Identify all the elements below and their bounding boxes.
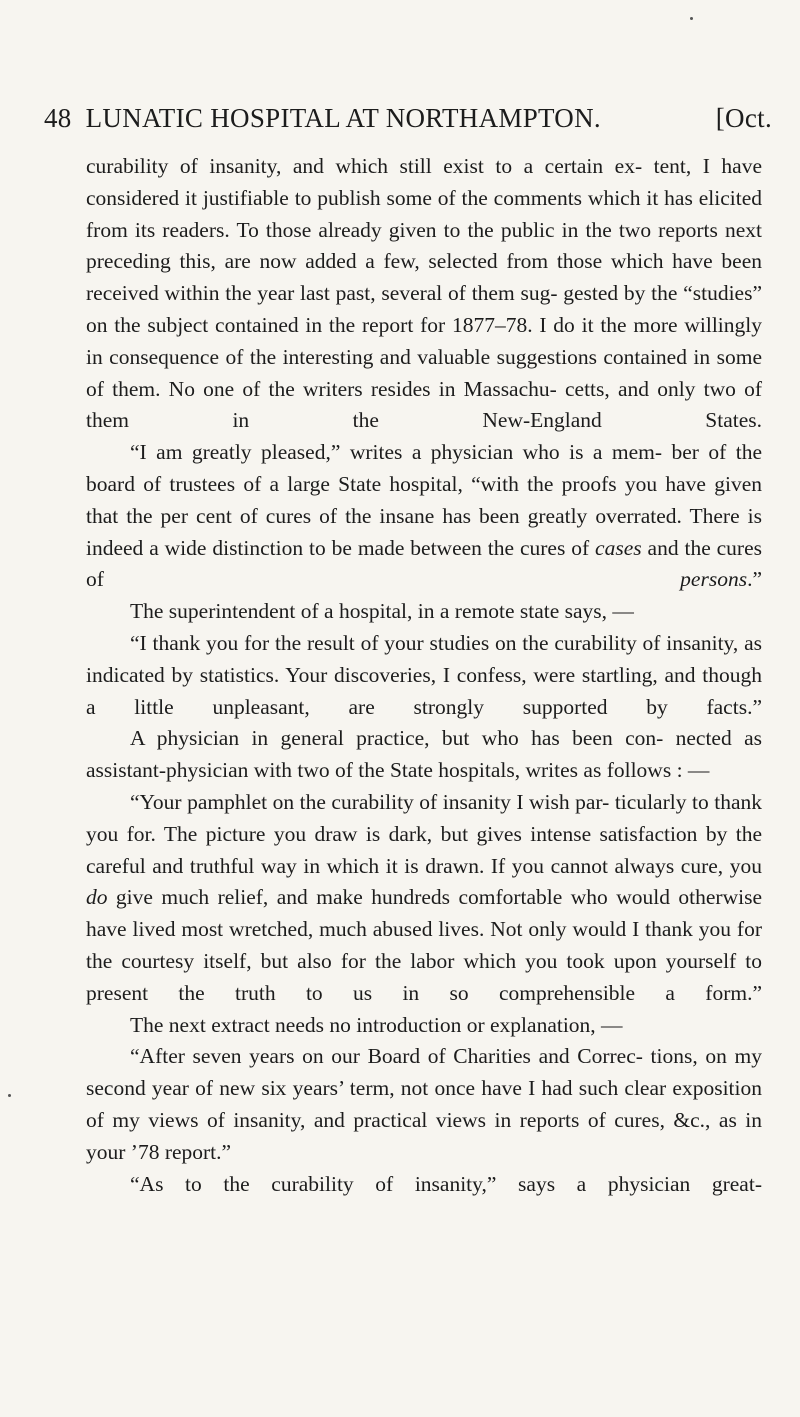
print-speck [690, 17, 693, 20]
paragraph [86, 437, 762, 596]
paragraph: “As to the curability of insanity,” says a physician great- [130, 1171, 762, 1196]
running-title: LUNATIC HOSPITAL AT NORTHAMPTON. [85, 103, 601, 133]
italic-text: do [86, 885, 108, 910]
paragraph [86, 787, 762, 1010]
page-number: 48 [44, 103, 72, 133]
paragraph: “After seven years on our Board of Charities and Correc- tions, on my second year of new six years’ term, not once have I had such clear exposition of my views of insanity, and practical views in reports of cures, &c., as in your ’78 report.” [86, 1044, 762, 1164]
paragraph-text: “I am greatly pleased,” writes a physician who is a mem- ber of the board of trustees of a large State hospital, “with the proofs you have given that the per cent of cures of the insane has been greatly overrated. There is indeed a wide distinction to be made between the cures of [86, 440, 762, 560]
paragraph-text: “Your pamphlet on the curability of insanity I wish par- ticularly to thank you for. The picture you draw is dark, but gives intense satisfaction by the careful and truthful way in which it is drawn. If you cannot always cure, you [86, 789, 762, 878]
paragraph: curability of insanity, and which still exist to a certain ex- tent, I have considered it justifiable to publish some of the comments which it has elicited from its readers. To those already given to the public in the two reports next preceding this, are now added a few, selected from those which have been received within the year last past, several of them sug- gested by the “studies” on the subject contained in the report for 1877–78. I do it the more willingly in consequence of the interesting and valuable suggestions contained in some of them. No one of the writers resides in Massachu- cetts, and only two of them in the New-England States. [86, 154, 762, 433]
paragraph: The superintendent of a hospital, in a remote state says, — [130, 599, 634, 624]
paragraph: A physician in general practice, but who has been con- nected as assistant-physician with two of the State hospitals, writes as follows : — [86, 726, 762, 783]
paragraph-text: give much relief, and make hundreds comfortable who would otherwise have lived most wretched, much abused lives. Not only would I thank you for the courtesy itself, but also for the labor which you took upon yourself to present the truth to us in so comprehensible a form.” [86, 885, 762, 1005]
running-head [44, 103, 772, 134]
print-speck [8, 1094, 11, 1097]
italic-text: persons [680, 567, 748, 592]
paragraph: “I thank you for the result of your studies on the curability of insanity, as indicated by statistics. Your discoveries, I confess, were startling, and though a little unpleasant, are strongly supported by facts.” [86, 630, 762, 719]
italic-text: cases [595, 535, 642, 560]
paragraph-text: and the cures of [86, 535, 762, 592]
body-text [86, 151, 762, 1200]
paragraph: The next extract needs no introduction or explanation, — [130, 1012, 623, 1037]
paragraph-text: .” [747, 567, 762, 592]
running-month: [Oct. [715, 103, 772, 133]
